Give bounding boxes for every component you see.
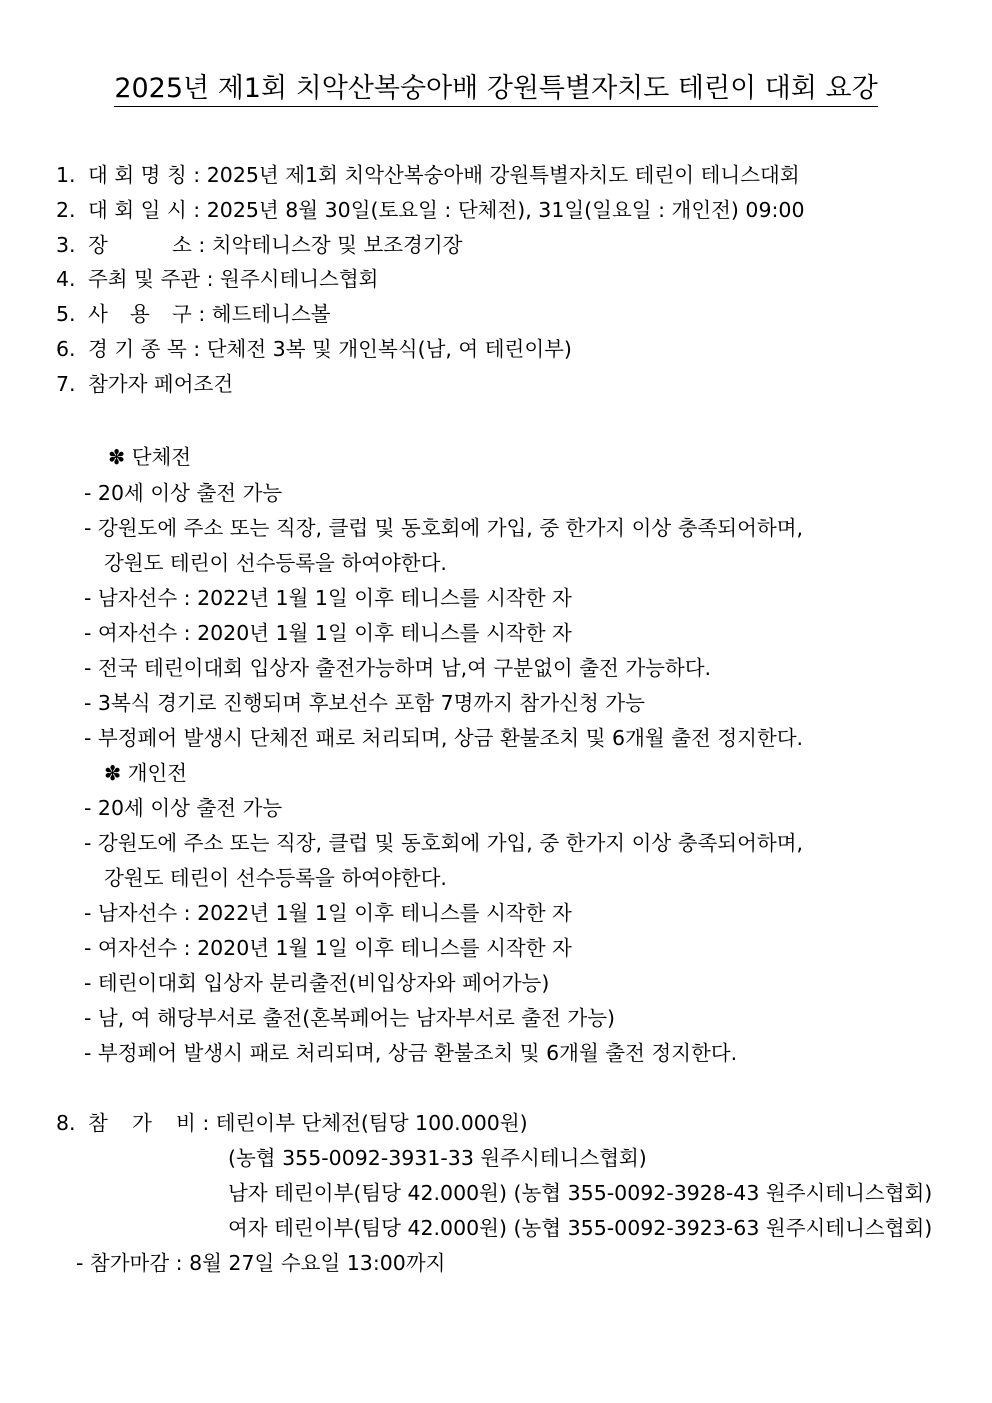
- fee-line: 여자 테린이부(팀당 42.000원) (농협 355-0092-3923-63 원주시테니스협회): [228, 1216, 933, 1240]
- fee-sep: :: [202, 1111, 210, 1135]
- team-line: - 20세 이상 출전 가능: [84, 481, 283, 505]
- team-line: - 여자선수 : 2020년 1월 1일 이후 테니스를 시작한 자: [84, 621, 572, 645]
- individual-line: - 20세 이상 출전 가능: [84, 796, 283, 820]
- item-label: 대 회 명 칭: [88, 163, 187, 187]
- fee-line: (농협 355-0092-3931-33 원주시테니스협회): [228, 1146, 647, 1170]
- item-sep: :: [193, 337, 201, 361]
- item-label: 장: [88, 233, 108, 257]
- item-1: [56, 162, 800, 188]
- individual-line: - 부정페어 발생시 패로 처리되며, 상금 환불조치 및 6개월 출전 정지한다.: [84, 1041, 738, 1065]
- item-number: 1.: [56, 163, 76, 187]
- fee-line: 남자 테린이부(팀당 42.000원) (농협 355-0092-3928-43 원주시테니스협회): [228, 1181, 933, 1205]
- item-number: 6.: [56, 337, 76, 361]
- individual-heading: ✽ 개인전: [104, 761, 188, 785]
- fee-label-3: 비: [176, 1111, 196, 1135]
- individual-line: - 남자선수 : 2022년 1월 1일 이후 테니스를 시작한 자: [84, 901, 572, 925]
- item-value: 치악테니스장 및 보조경기장: [211, 233, 463, 257]
- individual-line: - 여자선수 : 2020년 1월 1일 이후 테니스를 시작한 자: [84, 936, 572, 960]
- individual-line: 강원도 테린이 선수등록을 하여야한다.: [104, 866, 447, 890]
- team-line: - 남자선수 : 2022년 1월 1일 이후 테니스를 시작한 자: [84, 586, 572, 610]
- item-number: 5.: [56, 302, 76, 326]
- item-label: 대 회 일 시: [88, 198, 187, 222]
- team-line: - 전국 테린이대회 입상자 출전가능하며 남,여 구분없이 출전 가능하다.: [84, 656, 712, 680]
- individual-line: - 테린이대회 입상자 분리출전(비입상자와 페어가능): [84, 971, 550, 995]
- item-number: 4.: [56, 267, 76, 291]
- team-line: - 부정페어 발생시 단체전 패로 처리되며, 상금 환불조치 및 6개월 출전 정지한다.: [84, 726, 804, 750]
- document-title: [0, 70, 992, 108]
- item-sep: :: [193, 198, 201, 222]
- item-5: [56, 301, 331, 327]
- item-value: 2025년 8월 30일(토요일 : 단체전), 31일(일요일 : 개인전) 09:00: [206, 198, 805, 222]
- individual-line: - 강원도에 주소 또는 직장, 클럽 및 동호회에 가입, 중 한가지 이상 충족되어하며,: [84, 831, 804, 855]
- item-value: 단체전 3복 및 개인복식(남, 여 테린이부): [206, 337, 572, 361]
- item-number: 3.: [56, 233, 76, 257]
- fee-label-1: 참: [88, 1111, 108, 1135]
- deadline: - 참가마감 : 8월 27일 수요일 13:00까지: [76, 1251, 446, 1275]
- item-value: 헤드테니스볼: [211, 302, 331, 326]
- team-line: - 강원도에 주소 또는 직장, 클럽 및 동호회에 가입, 중 한가지 이상 충족되어하며,: [84, 516, 804, 540]
- item-sep: :: [198, 233, 206, 257]
- item-6: [56, 336, 572, 362]
- item-value: 2025년 제1회 치악산복숭아배 강원특별자치도 테린이 테니스대회: [206, 163, 800, 187]
- title-text: 2025년 제1회 치악산복숭아배 강원특별자치도 테린이 대회 요강: [114, 73, 877, 107]
- fee-line: 테린이부 단체전(팀당 100.000원): [215, 1111, 528, 1135]
- fee-number: 8.: [56, 1111, 76, 1135]
- item-label-3: 구: [172, 302, 192, 326]
- individual-line: - 남, 여 해당부서로 출전(혼복페어는 남자부서로 출전 가능): [84, 1006, 615, 1030]
- team-heading: ✽ 단체전: [108, 445, 192, 469]
- item-label-2: 용: [130, 302, 150, 326]
- item-7: [56, 371, 233, 397]
- team-line: - 3복식 경기로 진행되며 후보선수 포함 7명까지 참가신청 가능: [84, 691, 645, 715]
- item-2: [56, 197, 805, 223]
- item-label: 참가자 페어조건: [88, 372, 234, 396]
- item-label: 경 기 종 목: [88, 337, 187, 361]
- item-label: 사: [88, 302, 108, 326]
- item-sep: :: [206, 267, 214, 291]
- item-label-2: 소: [172, 233, 192, 257]
- item-label: 주최 및 주관: [88, 267, 201, 291]
- item-sep: :: [193, 163, 201, 187]
- item-4: [56, 266, 378, 292]
- fee-item: [56, 1110, 528, 1136]
- item-3: [56, 232, 462, 258]
- item-value: 원주시테니스협회: [220, 267, 379, 291]
- team-line: 강원도 테린이 선수등록을 하여야한다.: [104, 551, 447, 575]
- item-sep: :: [198, 302, 206, 326]
- item-number: 2.: [56, 198, 76, 222]
- fee-label-2: 가: [132, 1111, 152, 1135]
- item-number: 7.: [56, 372, 76, 396]
